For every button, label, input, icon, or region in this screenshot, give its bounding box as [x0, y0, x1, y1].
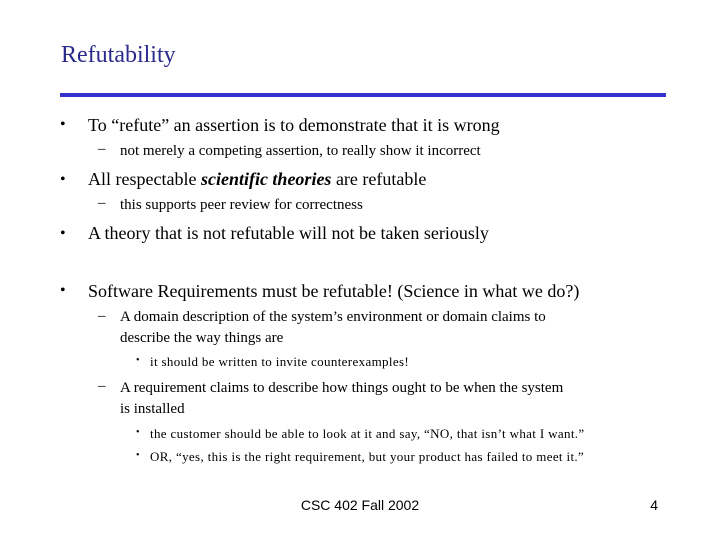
sub-point-4-2-line-2: is installed [120, 401, 185, 417]
dot-icon: • [136, 355, 140, 366]
bullet-text-2-after: are refutable [331, 169, 427, 189]
bullet-text-1: To “refute” an assertion is to demonstrate that it is wrong [88, 115, 500, 135]
sub-point-4-1-line-2: describe the way things are [120, 330, 284, 346]
dash-icon: – [98, 195, 106, 211]
dot-icon: • [136, 427, 140, 438]
slide-title: Refutability [61, 42, 176, 68]
bullet-text-2-before: All respectable [88, 169, 201, 189]
detail-point-4-2-2: OR, “yes, this is the right requirement, but your product has failed to meet it.” [150, 449, 585, 464]
detail-point-4-1-1: it should be written to invite counterexamples! [150, 354, 410, 369]
bullet-text-2-emphasis: scientific theories [200, 169, 332, 189]
footer-course: CSC 402 Fall 2002 [300, 497, 420, 513]
title-rule [60, 93, 666, 97]
detail-point-4-2-1: the customer should be able to look at it and say, “NO, that isn’t what I want.” [150, 426, 585, 441]
sub-point-4-2-line-1: A requirement claims to describe how things ought to be when the system [120, 380, 564, 396]
dash-icon: – [98, 141, 106, 157]
dot-icon: • [136, 450, 140, 461]
bullet-text-3: A theory that is not refutable will not be taken seriously [88, 223, 489, 243]
page-number: 4 [650, 497, 658, 513]
bullet-icon: • [60, 282, 66, 299]
bullet-text-4: Software Requirements must be refutable! (Science in what we do?) [88, 281, 580, 301]
dash-icon: – [98, 378, 106, 394]
sub-point-2-1: this supports peer review for correctness [120, 197, 363, 213]
sub-point-1-1: not merely a competing assertion, to really show it incorrect [120, 143, 481, 159]
bullet-icon: • [60, 171, 66, 188]
dash-icon: – [98, 308, 106, 324]
sub-point-4-1-line-1: A domain description of the system’s environment or domain claims to [120, 309, 546, 325]
bullet-text-2 [88, 168, 426, 190]
bullet-icon: • [60, 225, 66, 242]
bullet-icon: • [60, 116, 66, 133]
